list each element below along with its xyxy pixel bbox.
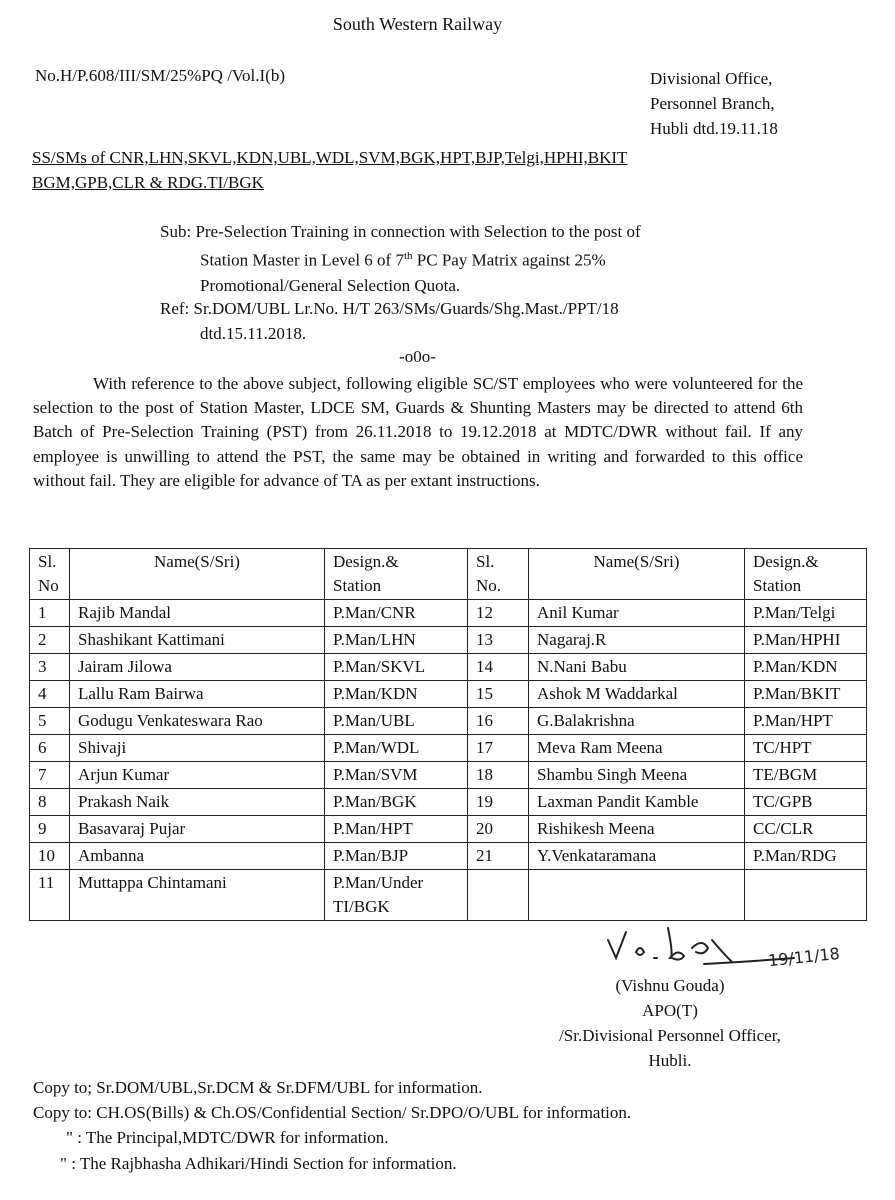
reference-number: No.H/P.608/III/SM/25%PQ /Vol.I(b)	[35, 66, 285, 85]
subject-line-2-sup: th	[403, 250, 413, 262]
cell-post: P.Man/LHN	[325, 627, 468, 654]
reference-label: Ref:	[160, 299, 190, 318]
cell-name: Anil Kumar	[529, 600, 745, 627]
office-line-3: Hubli dtd.19.11.18	[650, 119, 778, 138]
cell-post: P.Man/RDG	[745, 843, 867, 870]
cell-sl: 19	[468, 789, 529, 816]
reference-line-1: Sr.DOM/UBL Lr.No. H/T 263/SMs/Guards/Shg.Mast./PPT/18	[193, 299, 619, 318]
cell-post: P.Man/BGK	[325, 789, 468, 816]
signatory-place: Hubli.	[648, 1051, 692, 1070]
copy-line-3: " : The Principal,MDTC/DWR for information.	[66, 1128, 389, 1147]
cell-name: Godugu Venkateswara Rao	[70, 708, 325, 735]
cell-name: Prakash Naik	[70, 789, 325, 816]
cell-name: Shashikant Kattimani	[70, 627, 325, 654]
signature-date: 19/11/18	[767, 943, 841, 971]
cell-sl: 14	[468, 654, 529, 681]
cell-name: Ashok M Waddarkal	[529, 681, 745, 708]
subject-block	[160, 219, 641, 298]
table-row	[30, 870, 867, 921]
cell-post: P.Man/HPHI	[745, 627, 867, 654]
header-design-right: Design.& Station	[745, 549, 867, 600]
cell-post: P.Man/HPT	[325, 816, 468, 843]
office-address	[650, 66, 778, 141]
addressee	[32, 145, 627, 195]
header-design-left: Design.& Station	[325, 549, 468, 600]
cell-post: P.Man/SKVL	[325, 654, 468, 681]
cell-sl: 5	[30, 708, 70, 735]
cell-name: N.Nani Babu	[529, 654, 745, 681]
table-row	[30, 843, 867, 870]
cell-sl: 1	[30, 600, 70, 627]
table-row	[30, 816, 867, 843]
header-sl-left: Sl. No	[30, 549, 70, 600]
table-row	[30, 708, 867, 735]
cell-sl: 3	[30, 654, 70, 681]
cell-post: CC/CLR	[745, 816, 867, 843]
addressee-line-2: BGM,GPB,CLR & RDG.TI/BGK	[32, 173, 264, 192]
cell-sl: 9	[30, 816, 70, 843]
signatory-designation: APO(T)	[642, 1001, 698, 1020]
cell-post: TC/HPT	[745, 735, 867, 762]
cell-post: P.Man/Under TI/BGK	[325, 870, 468, 921]
subject-line-2a: Station Master in Level 6 of 7	[200, 250, 404, 270]
cell-sl: 17	[468, 735, 529, 762]
cell-sl: 12	[468, 600, 529, 627]
copy-line-4: " : The Rajbhasha Adhikari/Hindi Section for information.	[60, 1154, 457, 1173]
signatory-name: (Vishnu Gouda)	[615, 976, 725, 995]
table-row	[30, 681, 867, 708]
reference-block	[160, 296, 619, 346]
header-name-right: Name(S/Sri)	[529, 549, 745, 600]
copy-line-1: Copy to; Sr.DOM/UBL,Sr.DCM & Sr.DFM/UBL for information.	[33, 1078, 483, 1097]
body-paragraph	[33, 372, 803, 493]
cell-name: Rajib Mandal	[70, 600, 325, 627]
cell-name: Meva Ram Meena	[529, 735, 745, 762]
cell-name: Shambu Singh Meena	[529, 762, 745, 789]
cell-sl: 18	[468, 762, 529, 789]
cell-empty	[745, 870, 867, 921]
cell-post: P.Man/WDL	[325, 735, 468, 762]
table-row	[30, 735, 867, 762]
cell-post: P.Man/BKIT	[745, 681, 867, 708]
organization-title: South Western Railway	[332, 14, 503, 34]
cell-name: Basavaraj Pujar	[70, 816, 325, 843]
cell-name: Shivaji	[70, 735, 325, 762]
table-row	[30, 789, 867, 816]
cell-sl: 15	[468, 681, 529, 708]
cell-sl: 2	[30, 627, 70, 654]
cell-post: P.Man/Telgi	[745, 600, 867, 627]
body-text: With reference to the above subject, following eligible SC/ST employees who were volunteered for the selection to the post of Station Master, LDCE SM, Guards & Shunting Masters may be directed to attend 6th Batch of Pre-Selection Training (PST) from 26.11.2018 to 19.12.2018 at MDTC/DWR without fail. If any employee is unwilling to attend the PST, the same may be obtained in writing and forwarded to this office without fail. They are eligible for advance of TA as per extant instructions.	[33, 374, 803, 490]
cell-sl: 20	[468, 816, 529, 843]
cell-sl: 10	[30, 843, 70, 870]
cell-sl: 6	[30, 735, 70, 762]
cell-name: Y.Venkataramana	[529, 843, 745, 870]
subject-label: Sub:	[160, 222, 192, 241]
cell-name: Rishikesh Meena	[529, 816, 745, 843]
table-row	[30, 762, 867, 789]
signature-scrawl	[600, 918, 841, 978]
cell-name: Ambanna	[70, 843, 325, 870]
cell-name: Nagaraj.R	[529, 627, 745, 654]
cell-post: P.Man/BJP	[325, 843, 468, 870]
cell-name: Jairam Jilowa	[70, 654, 325, 681]
signatory-for: /Sr.Divisional Personnel Officer,	[559, 1026, 781, 1045]
table-header-row	[30, 549, 867, 600]
office-line-2: Personnel Branch,	[650, 94, 775, 113]
subject-line-1: Pre-Selection Training in connection with Selection to the post of	[195, 222, 641, 241]
cell-sl: 13	[468, 627, 529, 654]
cell-name: Lallu Ram Bairwa	[70, 681, 325, 708]
cell-post: TE/BGM	[745, 762, 867, 789]
office-line-1: Divisional Office,	[650, 69, 773, 88]
addressee-line-1: SS/SMs of CNR,LHN,SKVL,KDN,UBL,WDL,SVM,BGK,HPT,BJP,Telgi,HPHI,BKIT	[32, 148, 628, 167]
cell-post: P.Man/UBL	[325, 708, 468, 735]
cell-post: P.Man/HPT	[745, 708, 867, 735]
signature-block	[525, 973, 815, 1073]
cell-post: P.Man/CNR	[325, 600, 468, 627]
cell-name: Muttappa Chintamani	[70, 870, 325, 921]
subject-line-2b: PC Pay Matrix against 25%	[412, 250, 606, 270]
table-row	[30, 627, 867, 654]
reference-line-2: dtd.15.11.2018.	[200, 324, 307, 343]
header-name-left: Name(S/Sri)	[70, 549, 325, 600]
cell-name: G.Balakrishna	[529, 708, 745, 735]
separator: -o0o-	[399, 347, 436, 366]
header-sl-right: Sl. No.	[468, 549, 529, 600]
cell-empty	[529, 870, 745, 921]
cell-sl: 21	[468, 843, 529, 870]
cell-sl: 11	[30, 870, 70, 921]
cell-sl: 16	[468, 708, 529, 735]
cell-empty	[468, 870, 529, 921]
copy-line-2: Copy to: CH.OS(Bills) & Ch.OS/Confidential Section/ Sr.DPO/O/UBL for information.	[33, 1103, 632, 1122]
cell-name: Arjun Kumar	[70, 762, 325, 789]
cell-post: P.Man/KDN	[745, 654, 867, 681]
cell-post: P.Man/KDN	[325, 681, 468, 708]
cell-name: Laxman Pandit Kamble	[529, 789, 745, 816]
subject-line-3: Promotional/General Selection Quota.	[200, 275, 461, 295]
cell-sl: 8	[30, 789, 70, 816]
employee-table	[29, 548, 867, 921]
table-row	[30, 654, 867, 681]
cell-sl: 7	[30, 762, 70, 789]
cell-sl: 4	[30, 681, 70, 708]
cell-post: TC/GPB	[745, 789, 867, 816]
cell-post: P.Man/SVM	[325, 762, 468, 789]
table-row	[30, 600, 867, 627]
